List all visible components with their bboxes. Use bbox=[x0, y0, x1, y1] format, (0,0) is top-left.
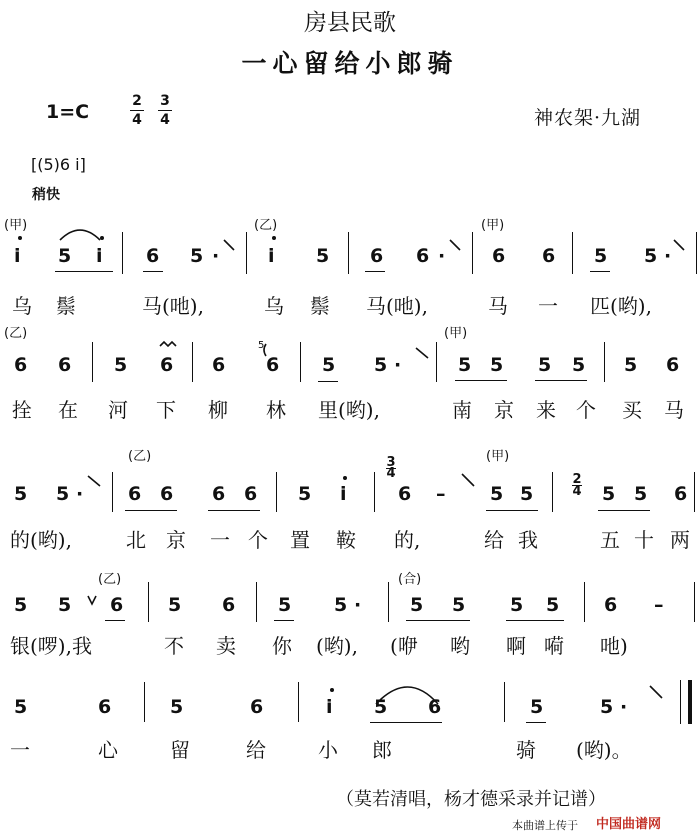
part-label-jia: (甲) bbox=[481, 218, 505, 233]
note: 6 bbox=[250, 696, 264, 718]
slur bbox=[376, 687, 438, 704]
note: 5 bbox=[14, 594, 28, 616]
lyric: 乌 bbox=[12, 294, 32, 318]
lyric: 哟 bbox=[450, 634, 470, 658]
lyric: 马(吔), bbox=[366, 294, 428, 318]
lyric: 吔) bbox=[600, 634, 628, 658]
octave-dot bbox=[18, 236, 22, 240]
meter-change-3-4: 3 4 bbox=[386, 455, 396, 481]
note: 5 bbox=[538, 354, 552, 376]
note: 6 bbox=[160, 354, 174, 376]
intro-phrase: [(5)6 i] bbox=[31, 155, 86, 174]
note: 5 bbox=[190, 245, 204, 267]
part-label-jia: (甲) bbox=[444, 326, 468, 341]
breath-mark bbox=[88, 596, 96, 604]
lyric: 的, bbox=[394, 528, 421, 552]
key-signature: 1=C bbox=[46, 101, 90, 123]
note: 6 bbox=[98, 696, 112, 718]
lyric: 里(哟), bbox=[318, 398, 380, 422]
grace-tie bbox=[264, 344, 266, 356]
lyric: 给 bbox=[246, 738, 266, 762]
note: 6 bbox=[58, 354, 72, 376]
note: 6 bbox=[398, 483, 412, 505]
lyric: 不 bbox=[164, 634, 184, 658]
site-logo: 中国曲谱网 bbox=[596, 817, 662, 832]
note: 5 bbox=[58, 594, 72, 616]
note: 5 bbox=[452, 594, 466, 616]
note: 5 bbox=[298, 483, 312, 505]
note-dot: · bbox=[354, 594, 362, 616]
lyric: 马 bbox=[488, 294, 508, 318]
note: 5 bbox=[644, 245, 658, 267]
note: 6 bbox=[110, 594, 124, 616]
note: 5 bbox=[14, 483, 28, 505]
note: 6 bbox=[212, 354, 226, 376]
part-label-yi: (乙) bbox=[254, 218, 278, 233]
breath-mark bbox=[650, 686, 662, 698]
note: 6 bbox=[160, 483, 174, 505]
lyric: 马 bbox=[664, 398, 684, 422]
part-label-jia: (甲) bbox=[486, 449, 510, 464]
note-dot: · bbox=[212, 245, 220, 267]
note: i bbox=[14, 245, 21, 267]
meter-bottom: 4 bbox=[160, 112, 170, 128]
octave-dot bbox=[330, 688, 334, 692]
meter-top: 3 bbox=[160, 93, 170, 109]
note: 6 bbox=[542, 245, 556, 267]
part-label-yi: (乙) bbox=[4, 326, 28, 341]
breath-mark bbox=[416, 348, 428, 358]
lyric: 置 bbox=[290, 528, 310, 552]
note: 6 bbox=[266, 354, 280, 376]
credit-line: （莫若清唱，杨才德采录并记谱） bbox=[336, 789, 606, 810]
note: 6 bbox=[146, 245, 160, 267]
slur bbox=[60, 230, 100, 240]
note: 6 bbox=[370, 245, 384, 267]
octave-dot bbox=[100, 236, 104, 240]
meter-change-2-4: 2 4 bbox=[572, 472, 582, 499]
breath-mark bbox=[450, 240, 460, 250]
note: 5 bbox=[58, 245, 72, 267]
grace-note: 5 bbox=[258, 340, 265, 351]
lyric: 银(啰),我 bbox=[10, 634, 92, 658]
lyric: (咿 bbox=[390, 634, 418, 658]
note: 5 bbox=[168, 594, 182, 616]
note-dot: · bbox=[664, 245, 672, 267]
lyric: 乌 bbox=[264, 294, 284, 318]
lyric: 河 bbox=[108, 398, 128, 422]
song-source: 神农架·九湖 bbox=[534, 107, 642, 129]
lyric: 马(吔), bbox=[142, 294, 204, 318]
lyric: 小 bbox=[318, 738, 338, 762]
lyric: 两 bbox=[670, 528, 690, 552]
lyric: 我 bbox=[518, 528, 538, 552]
note: 5 bbox=[510, 594, 524, 616]
lyric: 拴 bbox=[12, 398, 32, 422]
lyric: 鬃 bbox=[310, 294, 330, 318]
note: 5 bbox=[520, 483, 534, 505]
octave-dot bbox=[272, 236, 276, 240]
note: 6 bbox=[666, 354, 680, 376]
breath-mark bbox=[224, 240, 234, 250]
song-collection-title: 房县民歌 bbox=[304, 10, 396, 36]
lyric: 你 bbox=[272, 634, 292, 658]
note-dot: · bbox=[394, 354, 402, 376]
note: 5 bbox=[546, 594, 560, 616]
lyric: 鞍 bbox=[336, 528, 356, 552]
octave-dot bbox=[343, 476, 347, 480]
note: 6 bbox=[428, 696, 442, 718]
note: 5 bbox=[490, 483, 504, 505]
note: 5 bbox=[572, 354, 586, 376]
note: 6 bbox=[212, 483, 226, 505]
note: i bbox=[268, 245, 275, 267]
breath-mark bbox=[462, 474, 474, 486]
lyric: 来 bbox=[536, 398, 556, 422]
lyric: 五 bbox=[600, 528, 620, 552]
lyric: 京 bbox=[166, 528, 186, 552]
meter-bottom: 4 bbox=[132, 112, 142, 128]
lyric: 嗬 bbox=[544, 634, 564, 658]
breath-mark bbox=[674, 240, 684, 250]
tempo-marking: 稍快 bbox=[32, 187, 60, 203]
note: i bbox=[96, 245, 103, 267]
note: 6 bbox=[416, 245, 430, 267]
song-title: 一心留给小郎骑 bbox=[241, 49, 459, 78]
lyric: 鬃 bbox=[56, 294, 76, 318]
lyric: 京 bbox=[494, 398, 514, 422]
note: 6 bbox=[14, 354, 28, 376]
lyric: 给 bbox=[484, 528, 504, 552]
note: 5 bbox=[594, 245, 608, 267]
lyric: 一 bbox=[10, 738, 30, 762]
note: 5 bbox=[322, 354, 336, 376]
note: 5 bbox=[114, 354, 128, 376]
note: 5 bbox=[316, 245, 330, 267]
note: 6 bbox=[222, 594, 236, 616]
part-label-jia: (甲) bbox=[4, 218, 28, 233]
note: 5 bbox=[624, 354, 638, 376]
note: 5 bbox=[56, 483, 70, 505]
lyric: 的(哟), bbox=[10, 528, 72, 552]
lyric: 十 bbox=[634, 528, 654, 552]
note: 5 bbox=[458, 354, 472, 376]
lyric: 在 bbox=[58, 398, 78, 422]
note: 6 bbox=[674, 483, 688, 505]
lyric: (哟)。 bbox=[576, 738, 632, 762]
note-dash: – bbox=[436, 483, 446, 505]
upload-note: 本曲谱上传于 bbox=[512, 819, 578, 832]
note: 5 bbox=[490, 354, 504, 376]
lyric: 一 bbox=[210, 528, 230, 552]
lyric: 个 bbox=[576, 398, 596, 422]
note: 6 bbox=[128, 483, 142, 505]
lyric: 一 bbox=[538, 294, 558, 318]
part-label-he: (合) bbox=[398, 572, 422, 587]
note: 5 bbox=[634, 483, 648, 505]
meter-top: 2 bbox=[132, 93, 142, 109]
note-dash: – bbox=[654, 594, 664, 616]
note: 6 bbox=[604, 594, 618, 616]
note: 5 bbox=[170, 696, 184, 718]
note: 5 bbox=[14, 696, 28, 718]
lyric: 啊 bbox=[506, 634, 526, 658]
note: 5 bbox=[530, 696, 544, 718]
note: 5 bbox=[602, 483, 616, 505]
lyric: 匹(哟), bbox=[590, 294, 652, 318]
lyric: 北 bbox=[126, 528, 146, 552]
lyric: 留 bbox=[170, 738, 190, 762]
note-dot: · bbox=[438, 245, 446, 267]
lyric: 个 bbox=[248, 528, 268, 552]
lyric: 南 bbox=[452, 398, 472, 422]
note: 6 bbox=[492, 245, 506, 267]
note: i bbox=[326, 696, 333, 718]
note-dot: · bbox=[76, 483, 84, 505]
lyric: 买 bbox=[622, 398, 642, 422]
note: 5 bbox=[600, 696, 614, 718]
note: 5 bbox=[374, 696, 388, 718]
note: i bbox=[340, 483, 347, 505]
lyric: 骑 bbox=[516, 738, 536, 762]
note: 5 bbox=[278, 594, 292, 616]
lyric: 下 bbox=[156, 398, 176, 422]
part-label-yi: (乙) bbox=[98, 572, 122, 587]
lyric: 卖 bbox=[216, 634, 236, 658]
lyric: 柳 bbox=[208, 398, 228, 422]
note: 5 bbox=[410, 594, 424, 616]
note: 5 bbox=[334, 594, 348, 616]
note-dot: · bbox=[620, 696, 628, 718]
trill-mark bbox=[160, 342, 176, 346]
part-label-yi: (乙) bbox=[128, 449, 152, 464]
lyric: (哟), bbox=[316, 634, 358, 658]
breath-mark bbox=[88, 476, 100, 486]
lyric: 心 bbox=[98, 738, 118, 762]
lyric: 林 bbox=[266, 398, 286, 422]
note: 5 bbox=[374, 354, 388, 376]
note: 6 bbox=[244, 483, 258, 505]
lyric: 郎 bbox=[372, 738, 392, 762]
